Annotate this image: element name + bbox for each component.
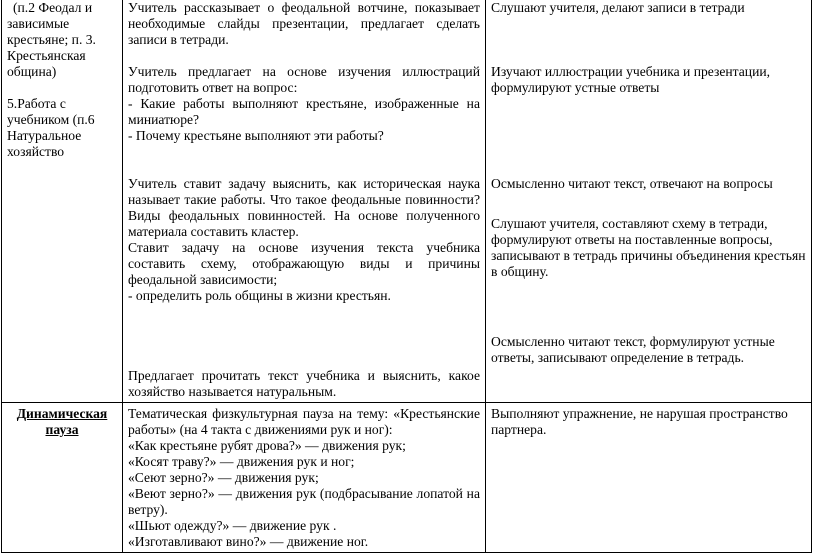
stage-topic-lines [7, 0, 117, 16]
teacher-question: - Какие работы выполняют крестьяне, изображенные на миниатюре? [128, 96, 480, 127]
teacher-activity-cell [123, 403, 486, 553]
teacher-paragraph: «Веют зерно?» — движения рук (подбрасывание лопатой на ветру). [128, 486, 480, 517]
table-row [2, 0, 812, 403]
student-paragraph: Осмысленно читают текст, отвечают на вопросы [491, 176, 773, 191]
student-paragraph: Слушают учителя, делают записи в тетради [491, 0, 745, 15]
stage-line: зависимые [7, 16, 70, 31]
teacher-paragraph: - определить роль общины в жизни крестьян. [128, 288, 391, 303]
teacher-paragraph: Ставит задачу на основе изучения текста учебника составить схему, отображающую виды и причины феодальной зависимости; [128, 240, 480, 287]
student-paragraph: Выполняют упражнение, не нарушая пространство партнера. [491, 406, 788, 437]
teacher-paragraph: Учитель рассказывает о феодальной вотчине, показывает необходимые слайды презентации, предлагает сделать записи в тетради. [128, 0, 480, 47]
teacher-paragraph: Предлагает прочитать текст учебника и выяснить, какое хозяйство называется натуральным. [128, 368, 480, 399]
table-row [2, 403, 812, 553]
student-paragraph: Изучают иллюстрации учебника и презентации, формулируют устные ответы [491, 64, 771, 95]
teacher-question: - Почему крестьяне выполняют эти работы? [128, 128, 384, 143]
stage-line: хозяйство [7, 144, 65, 159]
stage-heading: пауза [45, 422, 79, 437]
student-paragraph: Осмысленно читают текст, формулируют устные ответы, записывают определение в тетрадь. [491, 334, 775, 365]
teacher-paragraph: «Как крестьяне рубят дрова?» — движения рук; [128, 438, 406, 453]
stage-line: Натуральное [7, 128, 82, 143]
teacher-paragraph: Учитель предлагает на основе изучения иллюстраций подготовить ответ на вопрос: [128, 64, 480, 95]
student-paragraph: Слушают учителя, составляют схему в тетради, формулируют ответы на поставленные вопросы, записывают в тетрадь причины объединения крестьян в общину. [491, 216, 806, 279]
teacher-paragraph: Тематическая физкультурная пауза на тему: «Крестьянские работы» (на 4 такта с движениями рук и ног): [128, 406, 480, 437]
teacher-paragraph: «Косят траву?» — движения рук и ног; [128, 454, 355, 469]
teacher-paragraph: «Сеют зерно?» — движения рук; [128, 470, 319, 485]
teacher-activity-cell [123, 0, 486, 403]
stage-line: учебником (п.6 [7, 112, 95, 127]
stage-heading: Динамическая [16, 406, 108, 421]
teacher-paragraph: «Шьют одежду?» — движение рук . [128, 518, 337, 533]
teacher-paragraph: «Изготавливают вино?» — движение ног. [128, 534, 369, 549]
stage-line: 5.Работа с [7, 96, 66, 111]
student-activity-cell [486, 0, 812, 403]
stage-cell [2, 0, 123, 403]
student-activity-cell [486, 403, 812, 553]
lesson-plan-table [1, 0, 812, 553]
stage-line: (п.2 Феодал и [13, 0, 93, 15]
stage-line: Крестьянская [7, 48, 86, 63]
stage-cell [2, 403, 123, 553]
stage-line: крестьяне; п. 3. [7, 32, 96, 47]
stage-line: община) [7, 64, 57, 79]
teacher-paragraph: Учитель ставит задачу выяснить, как историческая наука называет такие работы. Что такое феодальные повинности? Виды феодальных повинностей. На основе полученного материала составить кластер. [128, 176, 480, 239]
